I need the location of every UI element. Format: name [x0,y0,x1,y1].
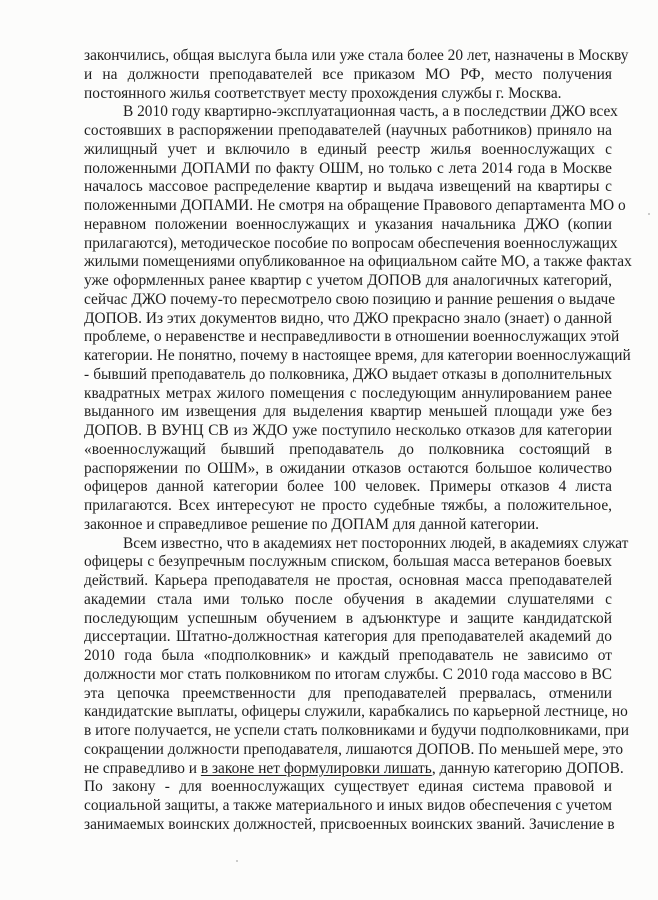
paragraph [84,47,629,103]
text-line: и на должности преподавателей все приказом МО РФ, место получения [84,65,612,83]
text-line: положенными ДОПАМИ. Не смотря на обращение Правового департамента МО о [84,197,626,214]
underlined-phrase: в законе нет формулировки лишать [200,759,432,777]
text-line: постоянного жилья соответствует месту прохождения службы г. Москва. [84,84,562,102]
scan-speck [648,213,650,215]
text-line: действий. Карьера преподавателя не простая, основная масса преподавателей [84,572,612,589]
text-segment: не справедливо и [84,759,201,777]
text-line: прилагаются), методическое пособие по вопросам обеспечения военнослужащих [84,234,618,252]
text-line: жилищный учет и включило в единый реестр жилья военнослужащих с [84,140,612,158]
text-line [84,759,624,779]
text-line: - бывший преподаватель до полковника, ДЖО выдает отказы в дополнительных [84,365,612,383]
text-line: сокращении должности преподавателя, лишаются ДОПОВ. По меньшей мере, это [84,740,624,758]
text-line: Всем известно, что в академиях нет посторонних людей, в академиях служат [123,534,629,552]
paragraph [84,103,632,534]
text-line: В 2010 году квартирно-эксплуатационная часть, а в последствии ДЖО всех [123,103,618,121]
text-line: жилыми помещениями опубликованное на официальном сайте МО, а также фактах [84,253,632,271]
text-line: эта цепочка преемственности для преподавателей прервалась, отменили [84,684,612,702]
text-line: законное и справедливое решение по ДОПАМ для данной категории. [84,515,540,533]
text-line: занимаемых воинских должностей, присвоенных воинских званий. Зачисление в [84,815,615,833]
scan-speck [236,860,238,862]
text-line: проблеме, о неравенстве и несправедливости в отношении военнослужащих этой [84,328,620,346]
text-segment: , данную категорию ДОПОВ. [431,759,624,777]
text-line: закончились, общая выслуга была или уже стала более 20 лет, назначены в Москву [84,47,629,64]
text-line: академии стала ими только после обучения в академии слушателями с [84,590,612,608]
text-line: прилагаются. Всех интересуют не просто судебные тяжбы, а положительное, [84,497,612,514]
text-line: категории. Не понятно, почему в настоящее время, для категории военнослужащий [84,347,631,364]
text-line: 2010 года была «подполковник» и каждый преподаватель не зависимо от [84,647,612,664]
text-line: началось массовое распределение квартир и выдача извещений на квартиры с [84,178,612,196]
text-line: должности мог стать полковником по итогам службы. С 2010 года массово в ВС [84,665,612,683]
text-line: По закону - для военнослужащих существует единая система правовой и [84,778,612,796]
text-line: ДОПОВ. Из этих документов видно, что ДЖО прекрасно знало (знает) о данной [84,309,612,327]
text-line: офицеры с безупречным послужным списком, большая масса ветеранов боевых [84,553,612,571]
text-line: распоряжении по ОШМ», в ожидании отказов остаются большое количество [84,459,612,477]
text-line: неравном положении военнослужащих и указания начальника ДЖО (копии [84,215,612,233]
text-line: состоявших в распоряжении преподавателей (научных работников) приняло на [84,122,612,139]
text-line: ДОПОВ. В ВУНЦ СВ из ЖДО уже поступило несколько отказов для категории [84,422,612,439]
text-line: квадратных метрах жилого помещения с последующим аннулированием ранее [84,384,612,402]
paragraph [84,534,630,835]
text-line: выданного им извещения для выделения квартир меньшей площади уже без [84,403,612,421]
text-line: в итоге получается, не успели стать полковниками и будучи подполковниками, при [84,722,630,739]
text-line: офицеров данной категории более 100 человек. Примеры отказов 4 листа [84,478,612,496]
text-line: «военнослужащий бывший преподаватель до полковника состоящий в [84,440,612,458]
text-line: сейчас ДЖО почему-то пересмотрело свою позицию и ранние решения о выдаче [84,290,616,308]
document-page [84,47,632,835]
text-line: положенными ДОПАМИ по факту ОШМ, но только с лета 2014 года в Москве [84,159,612,177]
text-line: социальной защиты, а также материального и иных видов обеспечения с учетом [84,797,612,814]
text-line: последующим успешным обучением в адъюнктуре и защите кандидатской [84,609,612,627]
text-line: уже оформленных ранее квартир с учетом ДОПОВ для аналогичных категорий, [84,272,612,289]
text-line: кандидатские выплаты, офицеры служили, карабкались по карьерной лестнице, но [84,703,628,721]
text-line: диссертации. Штатно-должностная категория для преподавателей академий до [84,628,612,646]
